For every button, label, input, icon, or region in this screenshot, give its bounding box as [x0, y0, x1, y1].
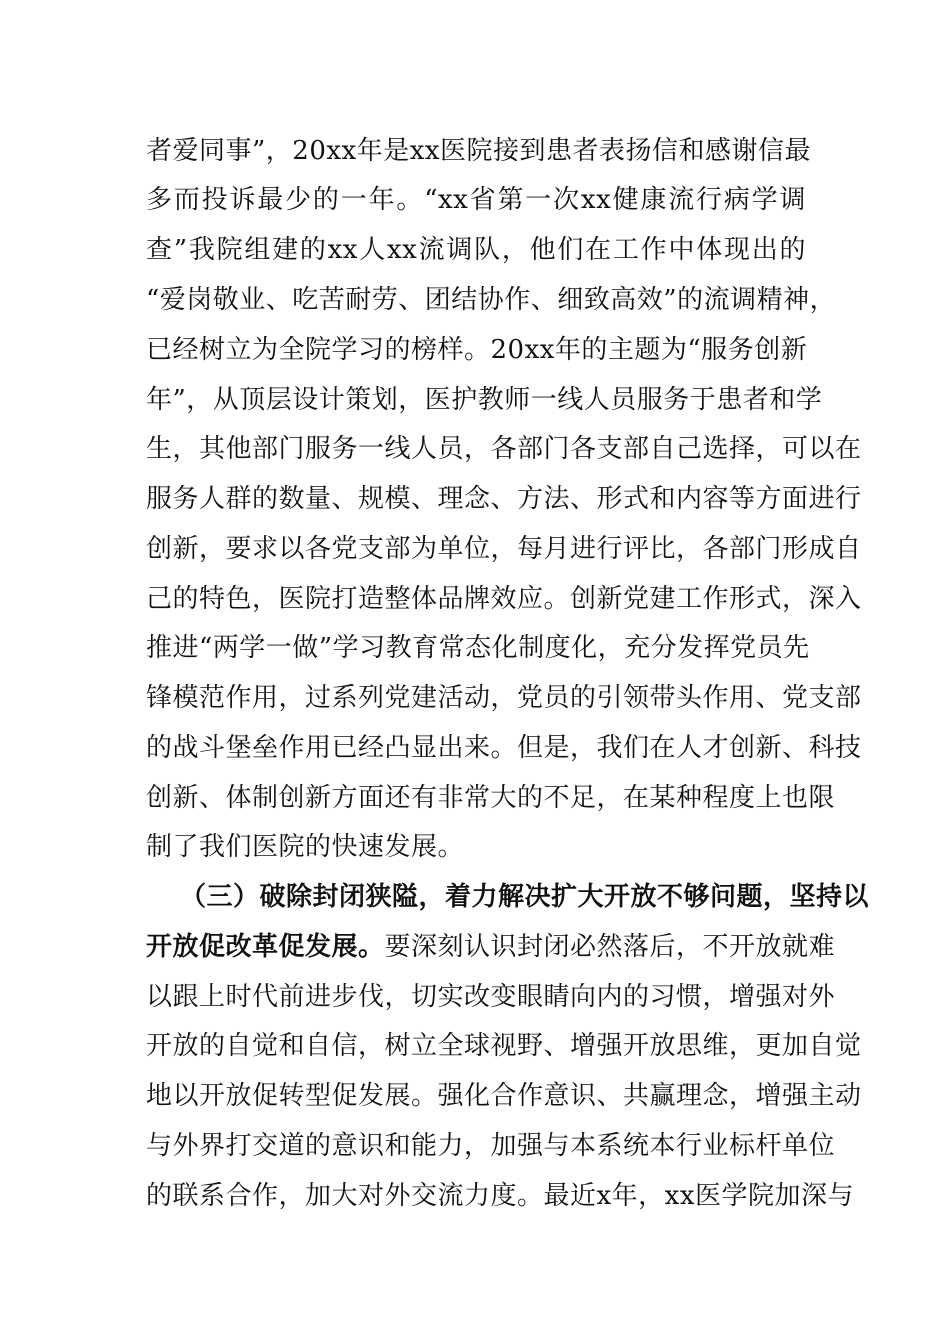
- paragraph-line: 多而投诉最少的一年。“xx省第一次xx健康流行病学调: [146, 185, 806, 215]
- paragraph-line: 以跟上时代前进步伐，切实改变眼睛向内的习惯，增强对外: [146, 982, 836, 1012]
- paragraph-line: 己的特色，医院打造整体品牌效应。创新党建工作形式，深入: [146, 584, 862, 614]
- paragraph-line: 服务人群的数量、规模、理念、方法、形式和内容等方面进行: [146, 484, 862, 514]
- paragraph-line: 开放的自觉和自信，树立全球视野、增强开放思维，更加自觉: [146, 1031, 862, 1061]
- paragraph-line: 推进“两学一做”学习教育常态化制度化，充分发挥党员先: [146, 633, 810, 663]
- section-heading: （三）破除封闭狭隘，着力解决扩大开放不够问题，坚持以: [180, 882, 870, 912]
- paragraph-line: 创新、体制创新方面还有非常大的不足，在某种程度上也限: [146, 783, 836, 813]
- paragraph-line: 生，其他部门服务一线人员，各部门各支部自己选择，可以在: [146, 434, 862, 464]
- paragraph-line: 地以开放促转型促发展。强化合作意识、共赢理念，增强主动: [146, 1081, 862, 1111]
- section-heading-continuation: [146, 927, 836, 967]
- paragraph-line: 与外界打交道的意识和能力，加强与本系统本行业标杆单位: [146, 1131, 836, 1161]
- section-body-text: 要深刻认识封闭必然落后，不开放就难: [384, 932, 836, 962]
- paragraph-line: 的战斗堡垒作用已经凸显出来。但是，我们在人才创新、科技: [146, 733, 862, 763]
- paragraph-line: 查”我院组建的xx人xx流调队，他们在工作中体现出的: [146, 235, 806, 265]
- paragraph-line: 年”，从顶层设计策划，医护教师一线人员服务于患者和学: [146, 385, 823, 415]
- paragraph-line: 锋模范作用，过系列党建活动，党员的引领带头作用、党支部: [146, 683, 862, 713]
- paragraph-line: “爱岗敬业、吃苦耐劳、团结协作、细致高效”的流调精神，: [146, 285, 837, 315]
- paragraph-line: 已经树立为全院学习的榜样。20xx年的主题为“服务创新: [146, 335, 808, 365]
- paragraph-line: 制了我们医院的快速发展。: [146, 832, 465, 862]
- paragraph-line: 创新，要求以各党支部为单位，每月进行评比，各部门形成自: [146, 534, 862, 564]
- paragraph-line: 的联系合作，加大对外交流力度。最近x年，xx医学院加深与: [146, 1181, 854, 1211]
- paragraph-line: 者爱同事”，20xx年是xx医院接到患者表扬信和感谢信最: [146, 136, 812, 166]
- section-heading-bold: 开放促改革促发展。: [146, 932, 385, 962]
